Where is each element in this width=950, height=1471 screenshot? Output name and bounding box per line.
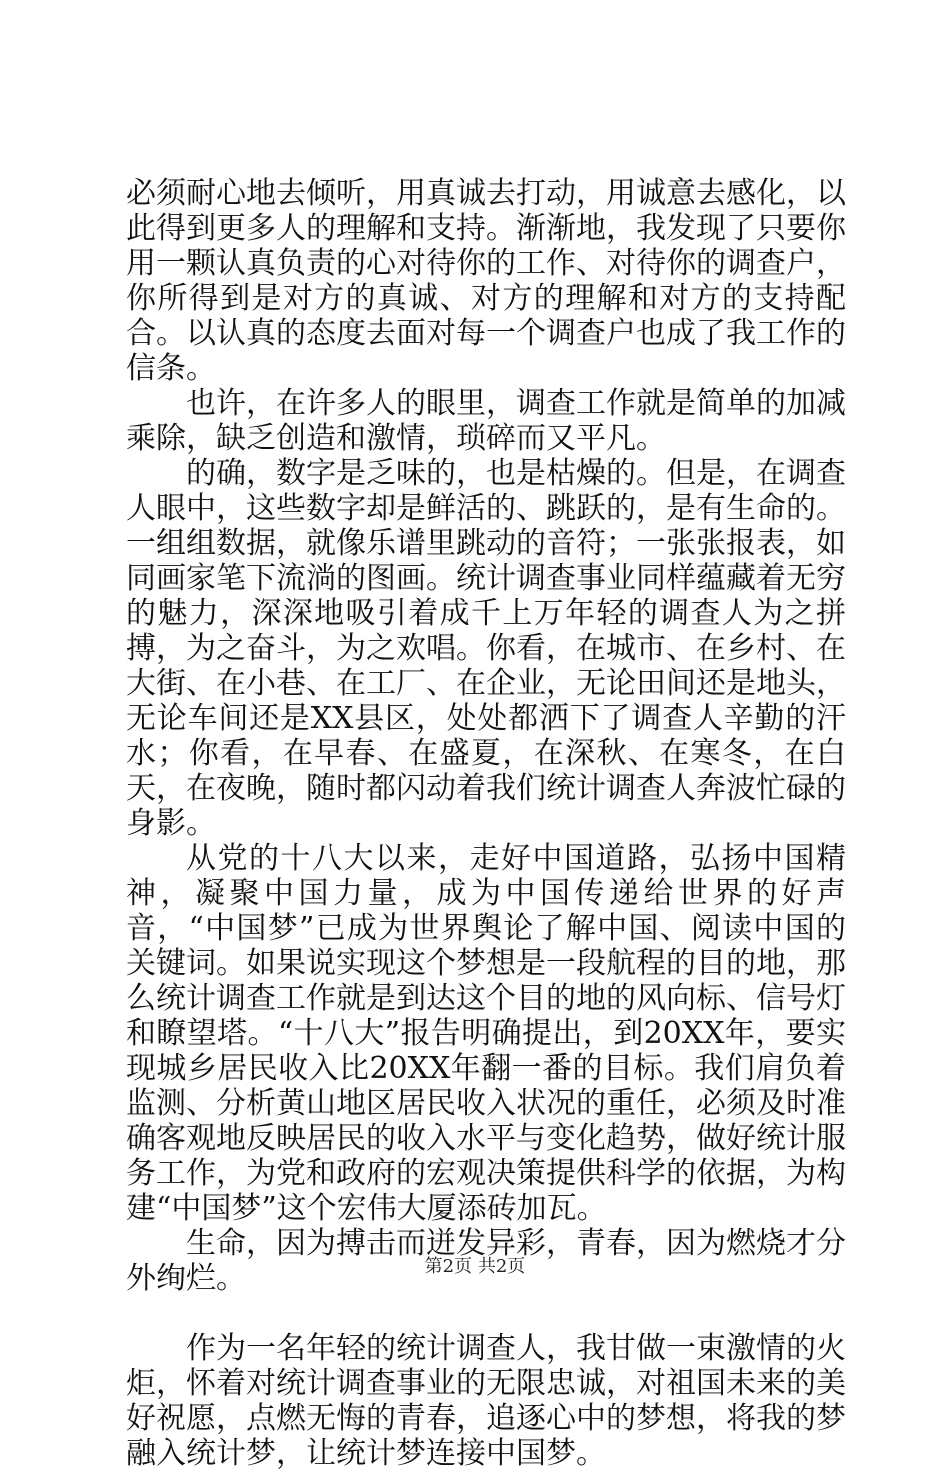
paragraph-6: 作为一名年轻的统计调查人，我甘做一束激情的火炬，怀着对统计调查事业的无限忠诚，对祖国未来的美好祝愿，点燃无悔的青春，追逐心中的梦想，将我的梦融入统计梦，让统计梦连接中国梦。 — [126, 1331, 846, 1471]
paragraph-1: 必须耐心地去倾听，用真诚去打动，用诚意去感化，以此得到更多人的理解和支持。渐渐地，我发现了只要你用一颗认真负责的心对待你的工作、对待你的调查户，你所得到是对方的真诚、对方的理解和对方的支持配合。以认真的态度去面对每一个调查户也成了我工作的信条。 — [126, 176, 846, 386]
paragraph-4: 从党的十八大以来，走好中国道路，弘扬中国精神，凝聚中国力量，成为中国传递给世界的好声音，“中国梦”已成为世界舆论了解中国、阅读中国的关键词。如果说实现这个梦想是一段航程的目的地，那么统计调查工作就是到达这个目的地的风向标、信号灯和瞭望塔。“十八大”报告明确提出，到20XX年，要实现城乡居民收入比20XX年翻一番的目标。我们肩负着监测、分析黄山地区居民收入状况的重任，必须及时准确客观地反映居民的收入水平与变化趋势，做好统计服务工作，为党和政府的宏观决策提供科学的依据，为构建“中国梦”这个宏伟大厦添砖加瓦。 — [126, 841, 846, 1226]
page-footer: 第2页 共2页 — [424, 1256, 526, 1277]
paragraph-5: 生命，因为搏击而迸发异彩，青春，因为燃烧才分外绚烂。 — [126, 1226, 846, 1296]
paragraph-2: 也许，在许多人的眼里，调查工作就是简单的加减乘除，缺乏创造和激情，琐碎而又平凡。 — [126, 386, 846, 456]
paragraph-3: 的确，数字是乏味的，也是枯燥的。但是，在调查人眼中，这些数字却是鲜活的、跳跃的，是有生命的。一组组数据，就像乐谱里跳动的音符；一张张报表，如同画家笔下流淌的图画。统计调查事业同样蕴藏着无穷的魅力，深深地吸引着成千上万年轻的调查人为之拼搏，为之奋斗，为之欢唱。你看，在城市、在乡村、在大街、在小巷、在工厂、在企业，无论田间还是地头，无论车间还是XX县区，处处都洒下了调查人辛勤的汗水；你看，在早春、在盛夏，在深秋、在寒冬，在白天，在夜晚，随时都闪动着我们统计调查人奔波忙碌的身影。 — [126, 456, 846, 841]
paragraph-spacer — [126, 1296, 846, 1331]
